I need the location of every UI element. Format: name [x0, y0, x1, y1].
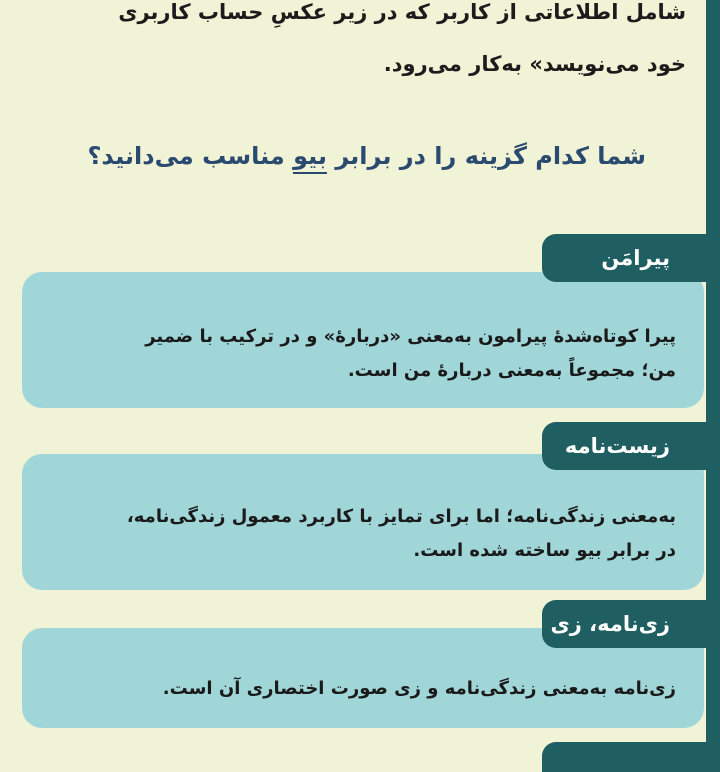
option-card-1[interactable]: [22, 272, 704, 408]
question-text-after: مناسب می‌دانید؟: [87, 142, 294, 170]
next-option-tab-partial: [542, 742, 720, 772]
question-keyword: بیو: [293, 142, 327, 174]
description-line: به‌معنی زندگی‌نامه؛ اما برای تمایز با کاربرد معمول زندگی‌نامه،: [126, 506, 676, 527]
description-line: من؛ مجموعاً به‌معنی دربارهٔ من است.: [347, 360, 676, 381]
intro-line: خود می‌نویسد» به‌کار می‌رود.: [383, 52, 686, 76]
question-text-before: شما کدام گزینه را در برابر: [326, 142, 646, 170]
option-description: [38, 320, 676, 388]
description-line: پیرا کوتاه‌شدهٔ پیرامون به‌معنی «دربارهٔ» و در ترکیب با ضمیر: [145, 326, 676, 347]
option-card-2[interactable]: [22, 454, 704, 590]
option-title-tab-1[interactable]: پیرامَن: [542, 234, 720, 282]
intro-text: [26, 0, 686, 90]
intro-line: شامل اطلاعاتی از کاربر که در زیر عکسِ حساب کاربری: [118, 0, 686, 24]
option-title-tab-2[interactable]: زیست‌نامه: [542, 422, 720, 470]
description-line: در برابر بیو ساخته شده است.: [413, 540, 676, 561]
option-description: [38, 500, 676, 568]
option-title-tab-3[interactable]: زی‌نامه، زی: [542, 600, 720, 648]
option-description: [38, 672, 676, 706]
question-heading: [26, 136, 646, 176]
description-line: زی‌نامه به‌معنی زندگی‌نامه و زی صورت اختصاری آن است.: [162, 678, 676, 699]
